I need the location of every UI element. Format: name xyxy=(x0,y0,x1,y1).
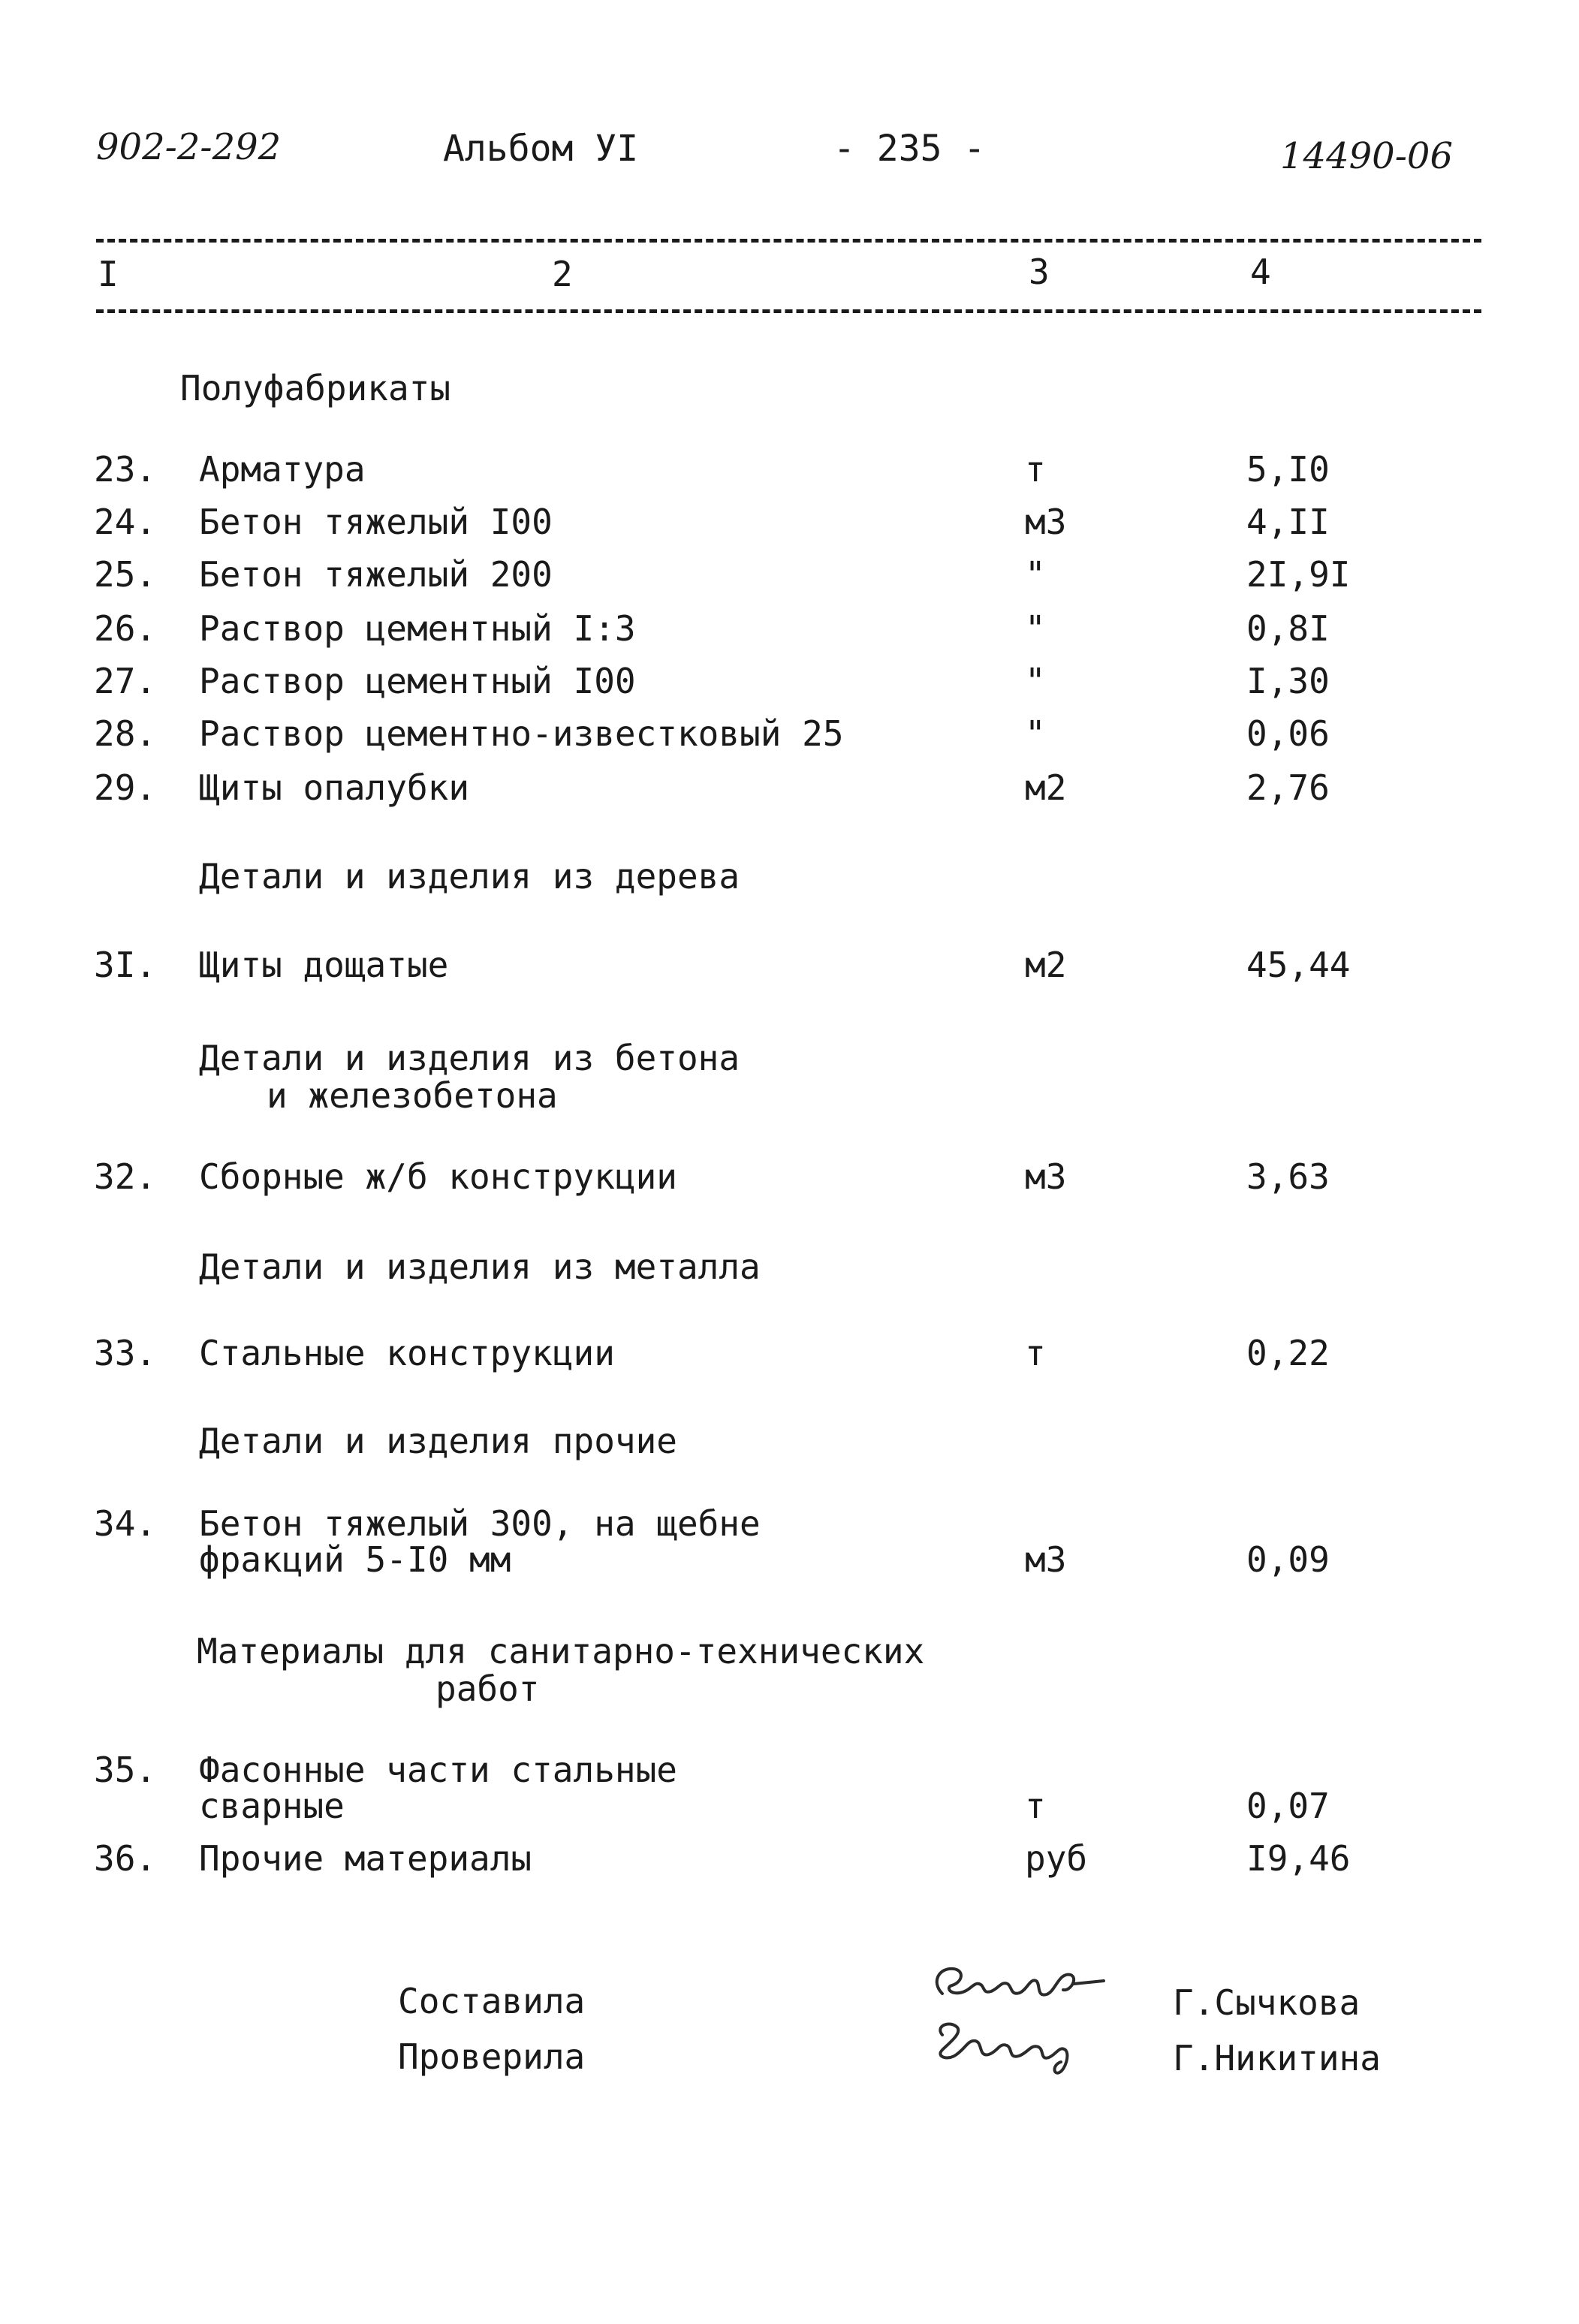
row-number: 35. xyxy=(94,1750,157,1790)
row-unit: м2 xyxy=(1025,945,1067,985)
row-name: Бетон тяжелый 300, на щебне xyxy=(199,1503,761,1544)
section-metal: Детали и изделия из металла xyxy=(199,1246,761,1287)
row-value: I,30 xyxy=(1246,661,1330,701)
row-unit: руб xyxy=(1025,1838,1088,1879)
row-name-line2: фракций 5-I0 мм xyxy=(199,1539,511,1580)
row-name-line2: сварные xyxy=(199,1786,345,1826)
row-unit: " xyxy=(1025,554,1046,595)
column-header-1: I xyxy=(98,254,119,294)
table-row xyxy=(0,1333,1579,1378)
row-number: 36. xyxy=(94,1838,157,1879)
row-number: 26. xyxy=(94,608,157,649)
table-row xyxy=(0,1750,1579,1832)
column-header-4: 4 xyxy=(1250,252,1271,292)
section-wood: Детали и изделия из дерева xyxy=(199,856,740,897)
compiled-by-label: Составила xyxy=(398,1981,586,2021)
row-number: 24. xyxy=(94,502,157,542)
row-unit: " xyxy=(1025,713,1046,754)
table-row xyxy=(0,767,1579,812)
row-name: Прочие материалы xyxy=(199,1838,532,1879)
row-value: 2I,9I xyxy=(1246,554,1351,595)
row-number: 33. xyxy=(94,1333,157,1373)
row-number: 3I. xyxy=(94,945,157,985)
row-name: Стальные конструкции xyxy=(199,1333,615,1373)
row-name: Раствор цементно-известковый 25 xyxy=(199,713,844,754)
column-header-2: 2 xyxy=(552,254,573,294)
table-row xyxy=(0,554,1579,599)
row-value: 0,09 xyxy=(1246,1539,1330,1580)
row-value: 4,II xyxy=(1246,502,1330,542)
row-number: 34. xyxy=(94,1503,157,1544)
row-name: Раствор цементный I:3 xyxy=(199,608,636,649)
section-semi-finished: Полуфабрикаты xyxy=(180,368,451,408)
row-unit: т xyxy=(1025,1786,1046,1826)
table-row xyxy=(0,1503,1579,1586)
inventory-number: 14490-06 xyxy=(1280,135,1453,177)
row-unit: " xyxy=(1025,608,1046,649)
row-value: 0,22 xyxy=(1246,1333,1330,1373)
section-concrete: Детали и изделия из бетона xyxy=(199,1038,740,1078)
row-value: I9,46 xyxy=(1246,1838,1351,1879)
row-number: 27. xyxy=(94,661,157,701)
checker-signature xyxy=(920,2012,1100,2084)
row-value: 0,06 xyxy=(1246,713,1330,754)
row-value: 0,07 xyxy=(1246,1786,1330,1826)
table-row xyxy=(0,945,1579,990)
row-number: 32. xyxy=(94,1156,157,1197)
page-number: - 235 - xyxy=(833,128,986,170)
table-row xyxy=(0,502,1579,547)
row-number: 28. xyxy=(94,713,157,754)
table-row xyxy=(0,608,1579,653)
row-number: 29. xyxy=(94,767,157,808)
row-value: 3,63 xyxy=(1246,1156,1330,1197)
doc-code: 902-2-292 xyxy=(96,126,282,168)
album-label: Альбом УI xyxy=(443,128,639,170)
table-row xyxy=(0,1838,1579,1883)
compiler-signature xyxy=(924,1952,1119,2020)
table-top-rule xyxy=(96,239,1481,243)
section-other: Детали и изделия прочие xyxy=(199,1421,677,1461)
section-concrete-line2: и железобетона xyxy=(267,1075,558,1116)
checker-name: Г.Никитина xyxy=(1173,2038,1381,2078)
row-name: Щиты опалубки xyxy=(199,767,470,808)
row-value: 2,76 xyxy=(1246,767,1330,808)
row-number: 25. xyxy=(94,554,157,595)
row-name: Раствор цементный I00 xyxy=(199,661,636,701)
table-row xyxy=(0,661,1579,706)
row-unit: м3 xyxy=(1025,1156,1067,1197)
row-number: 23. xyxy=(94,449,157,490)
row-value: 0,8I xyxy=(1246,608,1330,649)
row-value: 5,I0 xyxy=(1246,449,1330,490)
column-header-3: 3 xyxy=(1029,252,1050,292)
checked-by-label: Проверила xyxy=(398,2036,586,2077)
table-row xyxy=(0,449,1579,494)
row-unit: м3 xyxy=(1025,502,1067,542)
row-name: Сборные ж/б конструкции xyxy=(199,1156,677,1197)
row-unit: м3 xyxy=(1025,1539,1067,1580)
row-name: Бетон тяжелый 200 xyxy=(199,554,553,595)
section-sanitary-line2: работ xyxy=(435,1668,540,1709)
row-value: 45,44 xyxy=(1246,945,1351,985)
table-row xyxy=(0,1156,1579,1201)
compiler-name: Г.Сычкова xyxy=(1173,1982,1361,2023)
row-name: Фасонные части стальные xyxy=(199,1750,677,1790)
row-name: Бетон тяжелый I00 xyxy=(199,502,553,542)
table-row xyxy=(0,713,1579,758)
table-header-rule xyxy=(96,309,1481,313)
row-unit: м2 xyxy=(1025,767,1067,808)
row-name: Арматура xyxy=(199,449,366,490)
row-unit: т xyxy=(1025,449,1046,490)
row-unit: т xyxy=(1025,1333,1046,1373)
row-name: Щиты дощатые xyxy=(199,945,449,985)
row-unit: " xyxy=(1025,661,1046,701)
section-sanitary: Материалы для санитарно-технических xyxy=(197,1631,925,1671)
